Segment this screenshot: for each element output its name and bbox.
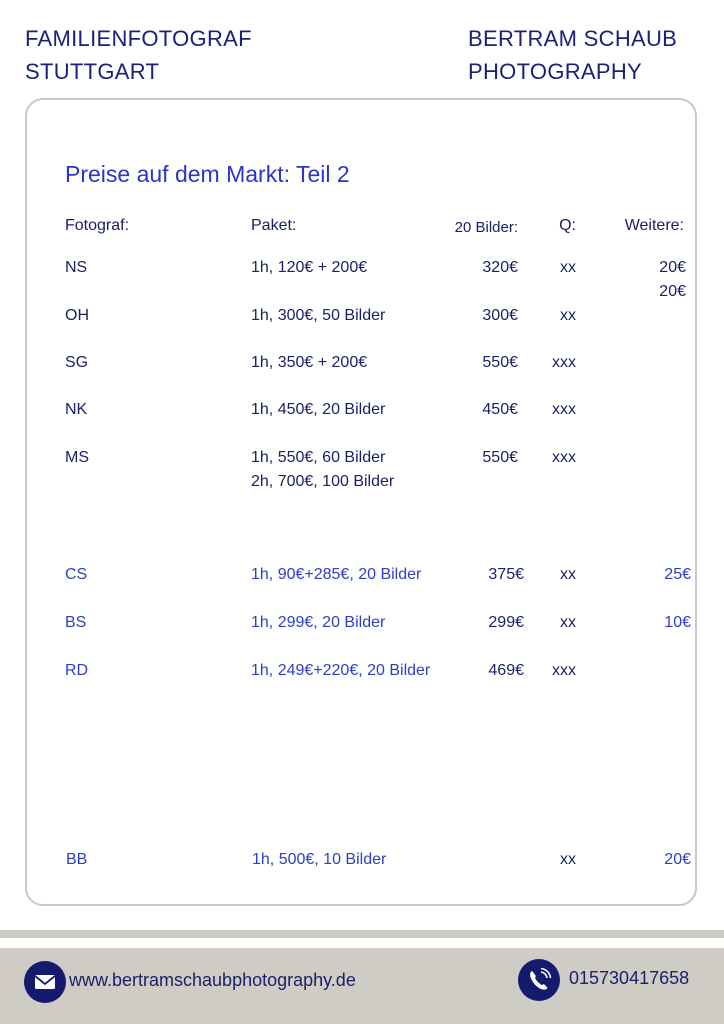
table-row-quality: xx bbox=[560, 259, 576, 276]
col-header-fotograf: Fotograf: bbox=[65, 217, 130, 234]
table-row-extra: 20€ bbox=[664, 851, 691, 868]
table-row-paket: 1h, 500€, 10 Bilder bbox=[252, 851, 387, 868]
table-row-fotograf: MS bbox=[65, 449, 89, 466]
table-row-quality: xxx bbox=[552, 662, 576, 679]
page-title: Preise auf dem Markt: Teil 2 bbox=[65, 161, 350, 187]
table-row-paket: 1h, 299€, 20 Bilder bbox=[251, 614, 386, 631]
table-row-quality: xx bbox=[560, 851, 576, 868]
table-row-quality: xxx bbox=[552, 354, 576, 371]
table-row-quality: xxx bbox=[552, 401, 576, 418]
table-row-fotograf: BB bbox=[66, 851, 88, 868]
phone-number[interactable]: 015730417658 bbox=[569, 968, 690, 988]
brand-right bbox=[468, 22, 677, 88]
table-row-fotograf: OH bbox=[65, 307, 89, 324]
table-row-extra: 20€ bbox=[659, 283, 686, 300]
footer-divider bbox=[0, 930, 724, 938]
table-row-quality: xx bbox=[560, 307, 576, 324]
col-header-weitere: Weitere: bbox=[624, 217, 684, 234]
brand-right-line1: BERTRAM SCHAUB bbox=[468, 26, 678, 51]
table-row-fotograf: RD bbox=[65, 662, 89, 679]
table-row-price: 550€ bbox=[482, 354, 518, 371]
table-row-price: 450€ bbox=[482, 401, 518, 418]
table-row-fotograf: NS bbox=[65, 259, 88, 276]
table-row-price: 550€ bbox=[482, 449, 518, 466]
table-row-quality: xx bbox=[560, 614, 576, 631]
table-row-fotograf: NK bbox=[65, 401, 88, 418]
table-row-extra: 10€ bbox=[664, 614, 691, 631]
table-row-price: 469€ bbox=[488, 662, 524, 679]
brand-left-line1: FAMILIENFOTOGRAF bbox=[25, 26, 252, 51]
table-row-paket: 1h, 120€ + 200€ bbox=[251, 259, 368, 276]
table-row-paket: 1h, 550€, 60 Bilder bbox=[251, 449, 386, 466]
table-row-paket: 1h, 249€+220€, 20 Bilder bbox=[251, 662, 431, 679]
table-row-quality: xxx bbox=[552, 449, 576, 466]
col-header-20-bilder: 20 Bilder: bbox=[454, 219, 518, 236]
table-row-quality: xx bbox=[560, 566, 576, 583]
table-row-fotograf: SG bbox=[65, 354, 89, 371]
table-row-paket: 2h, 700€, 100 Bilder bbox=[251, 473, 395, 490]
table-row-fotograf: BS bbox=[65, 614, 87, 631]
envelope-icon[interactable] bbox=[24, 961, 66, 1003]
table-row-paket: 1h, 90€+285€, 20 Bilder bbox=[251, 566, 422, 583]
brand-left-line2: STUTTGART bbox=[25, 59, 160, 84]
table-row-paket: 1h, 350€ + 200€ bbox=[251, 354, 368, 371]
brand-left bbox=[25, 22, 252, 88]
table-row-extra: 20€ bbox=[659, 259, 686, 276]
table-row-price: 300€ bbox=[482, 307, 518, 324]
table-row-paket: 1h, 450€, 20 Bilder bbox=[251, 401, 386, 418]
table-row-paket: 1h, 300€, 50 Bilder bbox=[251, 307, 386, 324]
col-header-paket: Paket: bbox=[251, 217, 297, 234]
col-header-q: Q: bbox=[559, 217, 576, 234]
table-row-price: 320€ bbox=[482, 259, 518, 276]
table-row-price: 299€ bbox=[488, 614, 524, 631]
table-row-fotograf: CS bbox=[65, 566, 88, 583]
website-link[interactable]: www.bertramschaubphotography.de bbox=[69, 970, 356, 990]
brand-right-line2: PHOTOGRAPHY bbox=[468, 59, 643, 84]
table-row-extra: 25€ bbox=[664, 566, 691, 583]
phone-icon[interactable] bbox=[518, 959, 560, 1001]
table-row-price: 375€ bbox=[488, 566, 524, 583]
